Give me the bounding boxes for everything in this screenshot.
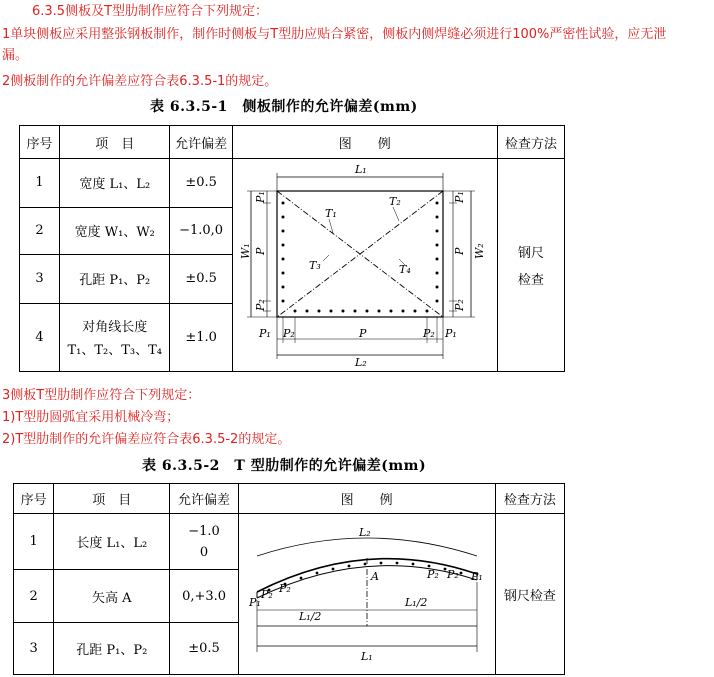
t-rib-diagram bbox=[239, 514, 495, 670]
table2-row1-no: 1 bbox=[14, 514, 54, 570]
label-a: A bbox=[370, 570, 379, 583]
table2-row2-no: 2 bbox=[14, 570, 54, 622]
label-t2: T₂ bbox=[388, 195, 401, 208]
table1-row3-tol: ±0.5 bbox=[170, 254, 232, 303]
label-l2: L₂ bbox=[354, 356, 367, 367]
table1-row4-item-line1: 对角线长度 bbox=[82, 320, 148, 336]
label-l1: L₁ bbox=[354, 163, 367, 176]
table1-method-line2: 检查 bbox=[517, 273, 544, 288]
table2-row2-tol: 0,+3.0 bbox=[170, 570, 238, 622]
table1-header-tol: 允许偏差 bbox=[170, 126, 232, 159]
table1-row1-no: 1 bbox=[20, 159, 60, 208]
table2-header-no: 序号 bbox=[14, 484, 54, 514]
table2-method: 钢尺检查 bbox=[495, 514, 564, 675]
label-l1-half-left: L₁/2 bbox=[298, 610, 322, 623]
label-p-left: P bbox=[253, 247, 267, 255]
label-p-bottom: P bbox=[358, 327, 367, 340]
label-p2-right-1: P₂ bbox=[426, 568, 439, 581]
table1-method-line1: 钢尺 bbox=[517, 246, 544, 261]
table2 bbox=[13, 483, 565, 675]
label-p2-bottom-left: P₂ bbox=[282, 327, 295, 340]
label-t4: T₄ bbox=[398, 263, 411, 276]
side-plate-diagram bbox=[233, 159, 497, 367]
right-hole-column bbox=[435, 202, 438, 303]
table1-method bbox=[497, 159, 564, 372]
label-p1-right: P₁ bbox=[470, 570, 483, 583]
rule-1-line-1: 1单块侧板应采用整张钢板制作，制作时侧板与T型肋应贴合紧密，侧板内侧焊缝必须进行100%严密性试验，应无泄 bbox=[2, 27, 667, 42]
table1-header-diagram: 图 例 bbox=[232, 126, 497, 159]
label-p1-bottom-right: P₁ bbox=[444, 327, 457, 340]
label-w2: W₂ bbox=[472, 243, 486, 259]
table2-row3-tol: ±0.5 bbox=[170, 622, 238, 674]
section-heading-6-3-5: 6.3.5侧板及T型肋制作应符合下列规定： bbox=[32, 4, 269, 19]
table1-diagram bbox=[232, 159, 497, 372]
table1 bbox=[19, 125, 565, 372]
label-p1-right: P₁ bbox=[452, 191, 466, 203]
table1-row4-item-line2: T₁、T₂、T₃、T₄ bbox=[67, 343, 163, 359]
section3-item2: 2)T型肋制作的允许偏差应符合表6.3.5-2的规定。 bbox=[2, 432, 291, 447]
left-hole-column bbox=[281, 202, 284, 303]
table2-row1-item: 长度 L₁、L₂ bbox=[54, 514, 170, 570]
label-p2-bottom-right: P₂ bbox=[422, 327, 435, 340]
table1-caption: 表 6.3.5-1 侧板制作的允许偏差(mm) bbox=[150, 99, 418, 115]
label-t3: T₃ bbox=[308, 259, 321, 272]
bottom-hole-row bbox=[293, 310, 428, 313]
table2-row3-item: 孔距 P₁、P₂ bbox=[54, 622, 170, 674]
table2-diagram bbox=[238, 514, 495, 675]
table2-row2-item: 矢高 A bbox=[54, 570, 170, 622]
table1-row4-no: 4 bbox=[20, 303, 60, 371]
table1-header-item: 项 目 bbox=[60, 126, 170, 159]
table1-row1-tol: ±0.5 bbox=[170, 159, 232, 208]
table1-row1-item: 宽度 L₁、L₂ bbox=[60, 159, 170, 208]
table2-row3-no: 3 bbox=[14, 622, 54, 674]
arc-dim-l2 bbox=[257, 538, 477, 556]
table1-row2-no: 2 bbox=[20, 207, 60, 254]
label-l1: L₁ bbox=[360, 650, 373, 663]
label-l1-half-right: L₁/2 bbox=[404, 596, 428, 609]
section3-item1: 1)T型肋圆弧宜采用机械冷弯； bbox=[2, 410, 180, 425]
table1-row3-item: 孔距 P₁、P₂ bbox=[60, 254, 170, 303]
label-p2-left: P₂ bbox=[253, 299, 267, 311]
label-p1-left: P₁ bbox=[248, 596, 261, 609]
table1-row3-no: 3 bbox=[20, 254, 60, 303]
table2-row1-tol bbox=[170, 514, 238, 570]
label-p2-left-2: P₂ bbox=[278, 582, 291, 595]
table1-header-method: 检查方法 bbox=[497, 126, 564, 159]
table2-row1-tol-line1: −1.0 bbox=[188, 523, 220, 539]
table1-row2-tol: −1.0,0 bbox=[170, 207, 232, 254]
table1-row4-item bbox=[60, 303, 170, 371]
table2-header-tol: 允许偏差 bbox=[170, 484, 238, 514]
label-p2-right-2: P₂ bbox=[446, 568, 459, 581]
table2-caption: 表 6.3.5-2 T 型肋制作的允许偏差(mm) bbox=[142, 458, 427, 474]
label-l2: L₂ bbox=[358, 526, 371, 539]
table2-header-item: 项 目 bbox=[54, 484, 170, 514]
table1-row4-tol: ±1.0 bbox=[170, 303, 232, 371]
table2-header-method: 检查方法 bbox=[495, 484, 564, 514]
rule-2: 2侧板制作的允许偏差应符合表6.3.5-1的规定。 bbox=[2, 74, 278, 89]
rule-1-line-2: 漏。 bbox=[2, 48, 29, 63]
label-t1: T₁ bbox=[324, 207, 337, 220]
table1-header-no: 序号 bbox=[20, 126, 60, 159]
table2-row1-tol-line2: 0 bbox=[199, 544, 209, 560]
label-p1-bottom-left: P₁ bbox=[258, 327, 271, 340]
label-p-right: P bbox=[452, 247, 466, 255]
label-p2-right: P₂ bbox=[452, 299, 466, 311]
label-p2-left-1: P₂ bbox=[260, 588, 273, 601]
label-p1-left: P₁ bbox=[253, 191, 267, 203]
label-w1: W₁ bbox=[238, 243, 252, 259]
section3-heading: 3侧板T型肋制作应符合下列规定： bbox=[2, 388, 201, 403]
table1-row2-item: 宽度 W₁、W₂ bbox=[60, 207, 170, 254]
table2-header-diagram: 图 例 bbox=[238, 484, 495, 514]
